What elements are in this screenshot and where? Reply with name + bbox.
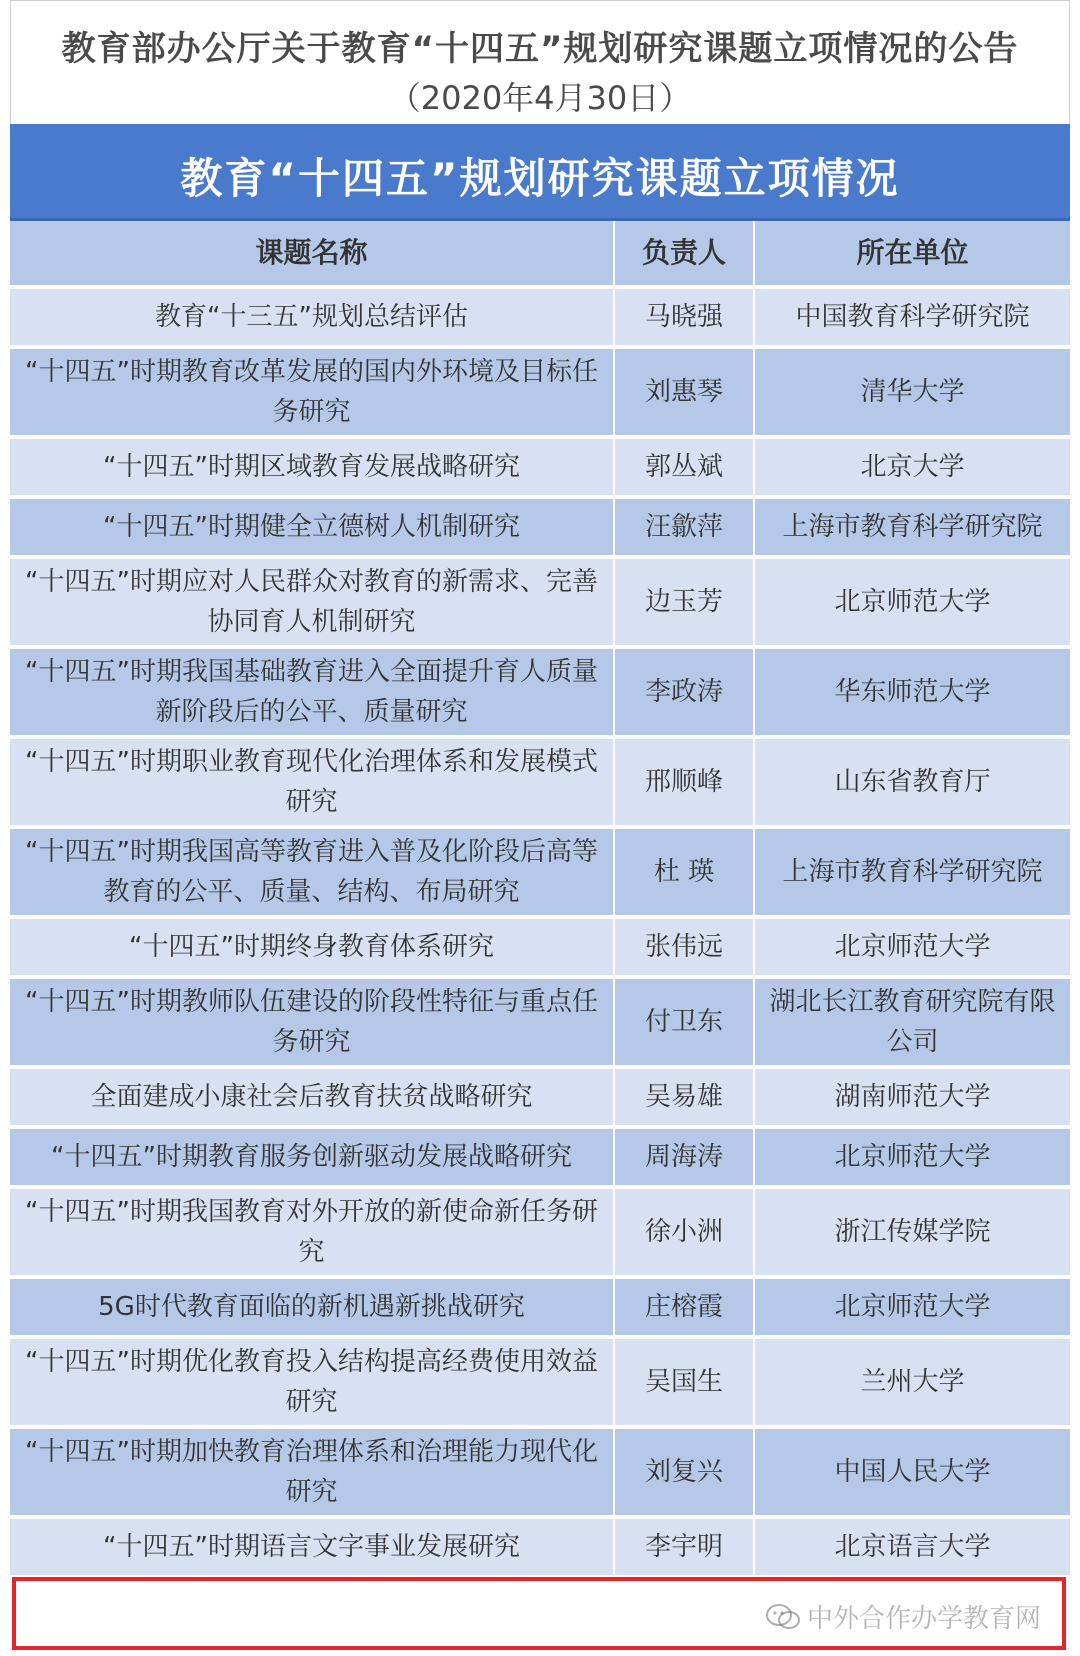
column-header-unit: 所在单位 <box>754 221 1070 287</box>
unit-cell: 北京语言大学 <box>754 1517 1070 1577</box>
topic-cell: “十四五”时期终身教育体系研究 <box>10 917 614 977</box>
leader-cell: 付卫东 <box>614 977 754 1067</box>
topic-cell: 教育“十三五”规划总结评估 <box>10 287 614 347</box>
topic-cell: “十四五”时期教育服务创新驱动发展战略研究 <box>10 1127 614 1187</box>
topic-cell: “十四五”时期教育改革发展的国内外环境及目标任务研究 <box>10 347 614 437</box>
topic-cell: “十四五”时期应对人民群众对教育的新需求、完善协同育人机制研究 <box>10 557 614 647</box>
table-header-row <box>10 221 1070 287</box>
leader-cell: 杜 瑛 <box>614 827 754 917</box>
table-row <box>10 1067 1070 1127</box>
table-row <box>10 1277 1070 1337</box>
table-row <box>10 497 1070 557</box>
leader-cell: 张伟远 <box>614 917 754 977</box>
leader-cell: 庄榕霞 <box>614 1277 754 1337</box>
unit-cell: 浙江传媒学院 <box>754 1187 1070 1277</box>
unit-cell: 北京师范大学 <box>754 1127 1070 1187</box>
wechat-icon <box>765 1603 801 1631</box>
table-row <box>10 917 1070 977</box>
leader-cell: 吴国生 <box>614 1337 754 1427</box>
topic-cell: “十四五”时期我国基础教育进入全面提升育人质量新阶段后的公平、质量研究 <box>10 647 614 737</box>
leader-cell: 汪歙萍 <box>614 497 754 557</box>
document-title: 教育部办公厅关于教育“十四五”规划研究课题立项情况的公告 <box>61 29 1019 69</box>
leader-cell: 吴易雄 <box>614 1067 754 1127</box>
leader-cell: 李政涛 <box>614 647 754 737</box>
document-header <box>10 0 1070 124</box>
leader-cell: 徐小洲 <box>614 1187 754 1277</box>
unit-cell: 中国教育科学研究院 <box>754 287 1070 347</box>
table-row <box>10 557 1070 647</box>
leader-cell: 刘复兴 <box>614 1427 754 1517</box>
unit-cell: 上海市教育科学研究院 <box>754 827 1070 917</box>
topic-cell: “十四五”时期健全立德树人机制研究 <box>10 497 614 557</box>
document-date: （2020年4月30日） <box>388 79 692 117</box>
table-row <box>10 287 1070 347</box>
unit-cell: 华东师范大学 <box>754 647 1070 737</box>
unit-cell: 兰州大学 <box>754 1337 1070 1427</box>
unit-cell: 北京师范大学 <box>754 917 1070 977</box>
table-row-highlighted <box>10 1517 1070 1577</box>
topic-cell: 5G时代教育面临的新机遇新挑战研究 <box>10 1277 614 1337</box>
leader-cell: 周海涛 <box>614 1127 754 1187</box>
table-row <box>10 647 1070 737</box>
topic-cell: “十四五”时期区域教育发展战略研究 <box>10 437 614 497</box>
table-row <box>10 1427 1070 1517</box>
topic-cell: “十四五”时期加快教育治理体系和治理能力现代化研究 <box>10 1427 614 1517</box>
watermark <box>765 1598 1041 1635</box>
watermark-text: 中外合作办学教育网 <box>807 1604 1042 1634</box>
topic-cell: “十四五”时期语言文字事业发展研究 <box>10 1517 614 1577</box>
table-row <box>10 827 1070 917</box>
table-row <box>10 1187 1070 1277</box>
leader-cell: 郭丛斌 <box>614 437 754 497</box>
topic-cell: “十四五”时期优化教育投入结构提高经费使用效益研究 <box>10 1337 614 1427</box>
unit-cell: 北京师范大学 <box>754 557 1070 647</box>
topic-cell: “十四五”时期职业教育现代化治理体系和发展模式研究 <box>10 737 614 827</box>
unit-cell: 中国人民大学 <box>754 1427 1070 1517</box>
topic-cell: 全面建成小康社会后教育扶贫战略研究 <box>10 1067 614 1127</box>
unit-cell: 北京大学 <box>754 437 1070 497</box>
table-row <box>10 1127 1070 1187</box>
unit-cell: 北京师范大学 <box>754 1277 1070 1337</box>
table-row <box>10 977 1070 1067</box>
leader-cell: 边玉芳 <box>614 557 754 647</box>
leader-cell: 刘惠琴 <box>614 347 754 437</box>
topic-cell: “十四五”时期我国教育对外开放的新使命新任务研究 <box>10 1187 614 1277</box>
leader-cell: 李宇明 <box>614 1517 754 1577</box>
announcement-image <box>10 0 1070 1656</box>
leader-cell: 邢顺峰 <box>614 737 754 827</box>
table-row <box>10 1337 1070 1427</box>
unit-cell: 湖北长江教育研究院有限公司 <box>754 977 1070 1067</box>
unit-cell: 湖南师范大学 <box>754 1067 1070 1127</box>
column-header-leader: 负责人 <box>614 221 754 287</box>
table-row <box>10 347 1070 437</box>
column-header-topic: 课题名称 <box>10 221 614 287</box>
projects-table <box>10 221 1070 1579</box>
unit-cell: 上海市教育科学研究院 <box>754 497 1070 557</box>
unit-cell: 清华大学 <box>754 347 1070 437</box>
table-banner <box>10 124 1070 221</box>
table-row <box>10 437 1070 497</box>
table-row <box>10 737 1070 827</box>
leader-cell: 马晓强 <box>614 287 754 347</box>
unit-cell: 山东省教育厅 <box>754 737 1070 827</box>
table-title: 教育“十四五”规划研究课题立项情况 <box>180 154 900 203</box>
topic-cell: “十四五”时期教师队伍建设的阶段性特征与重点任务研究 <box>10 977 614 1067</box>
topic-cell: “十四五”时期我国高等教育进入普及化阶段后高等教育的公平、质量、结构、布局研究 <box>10 827 614 917</box>
